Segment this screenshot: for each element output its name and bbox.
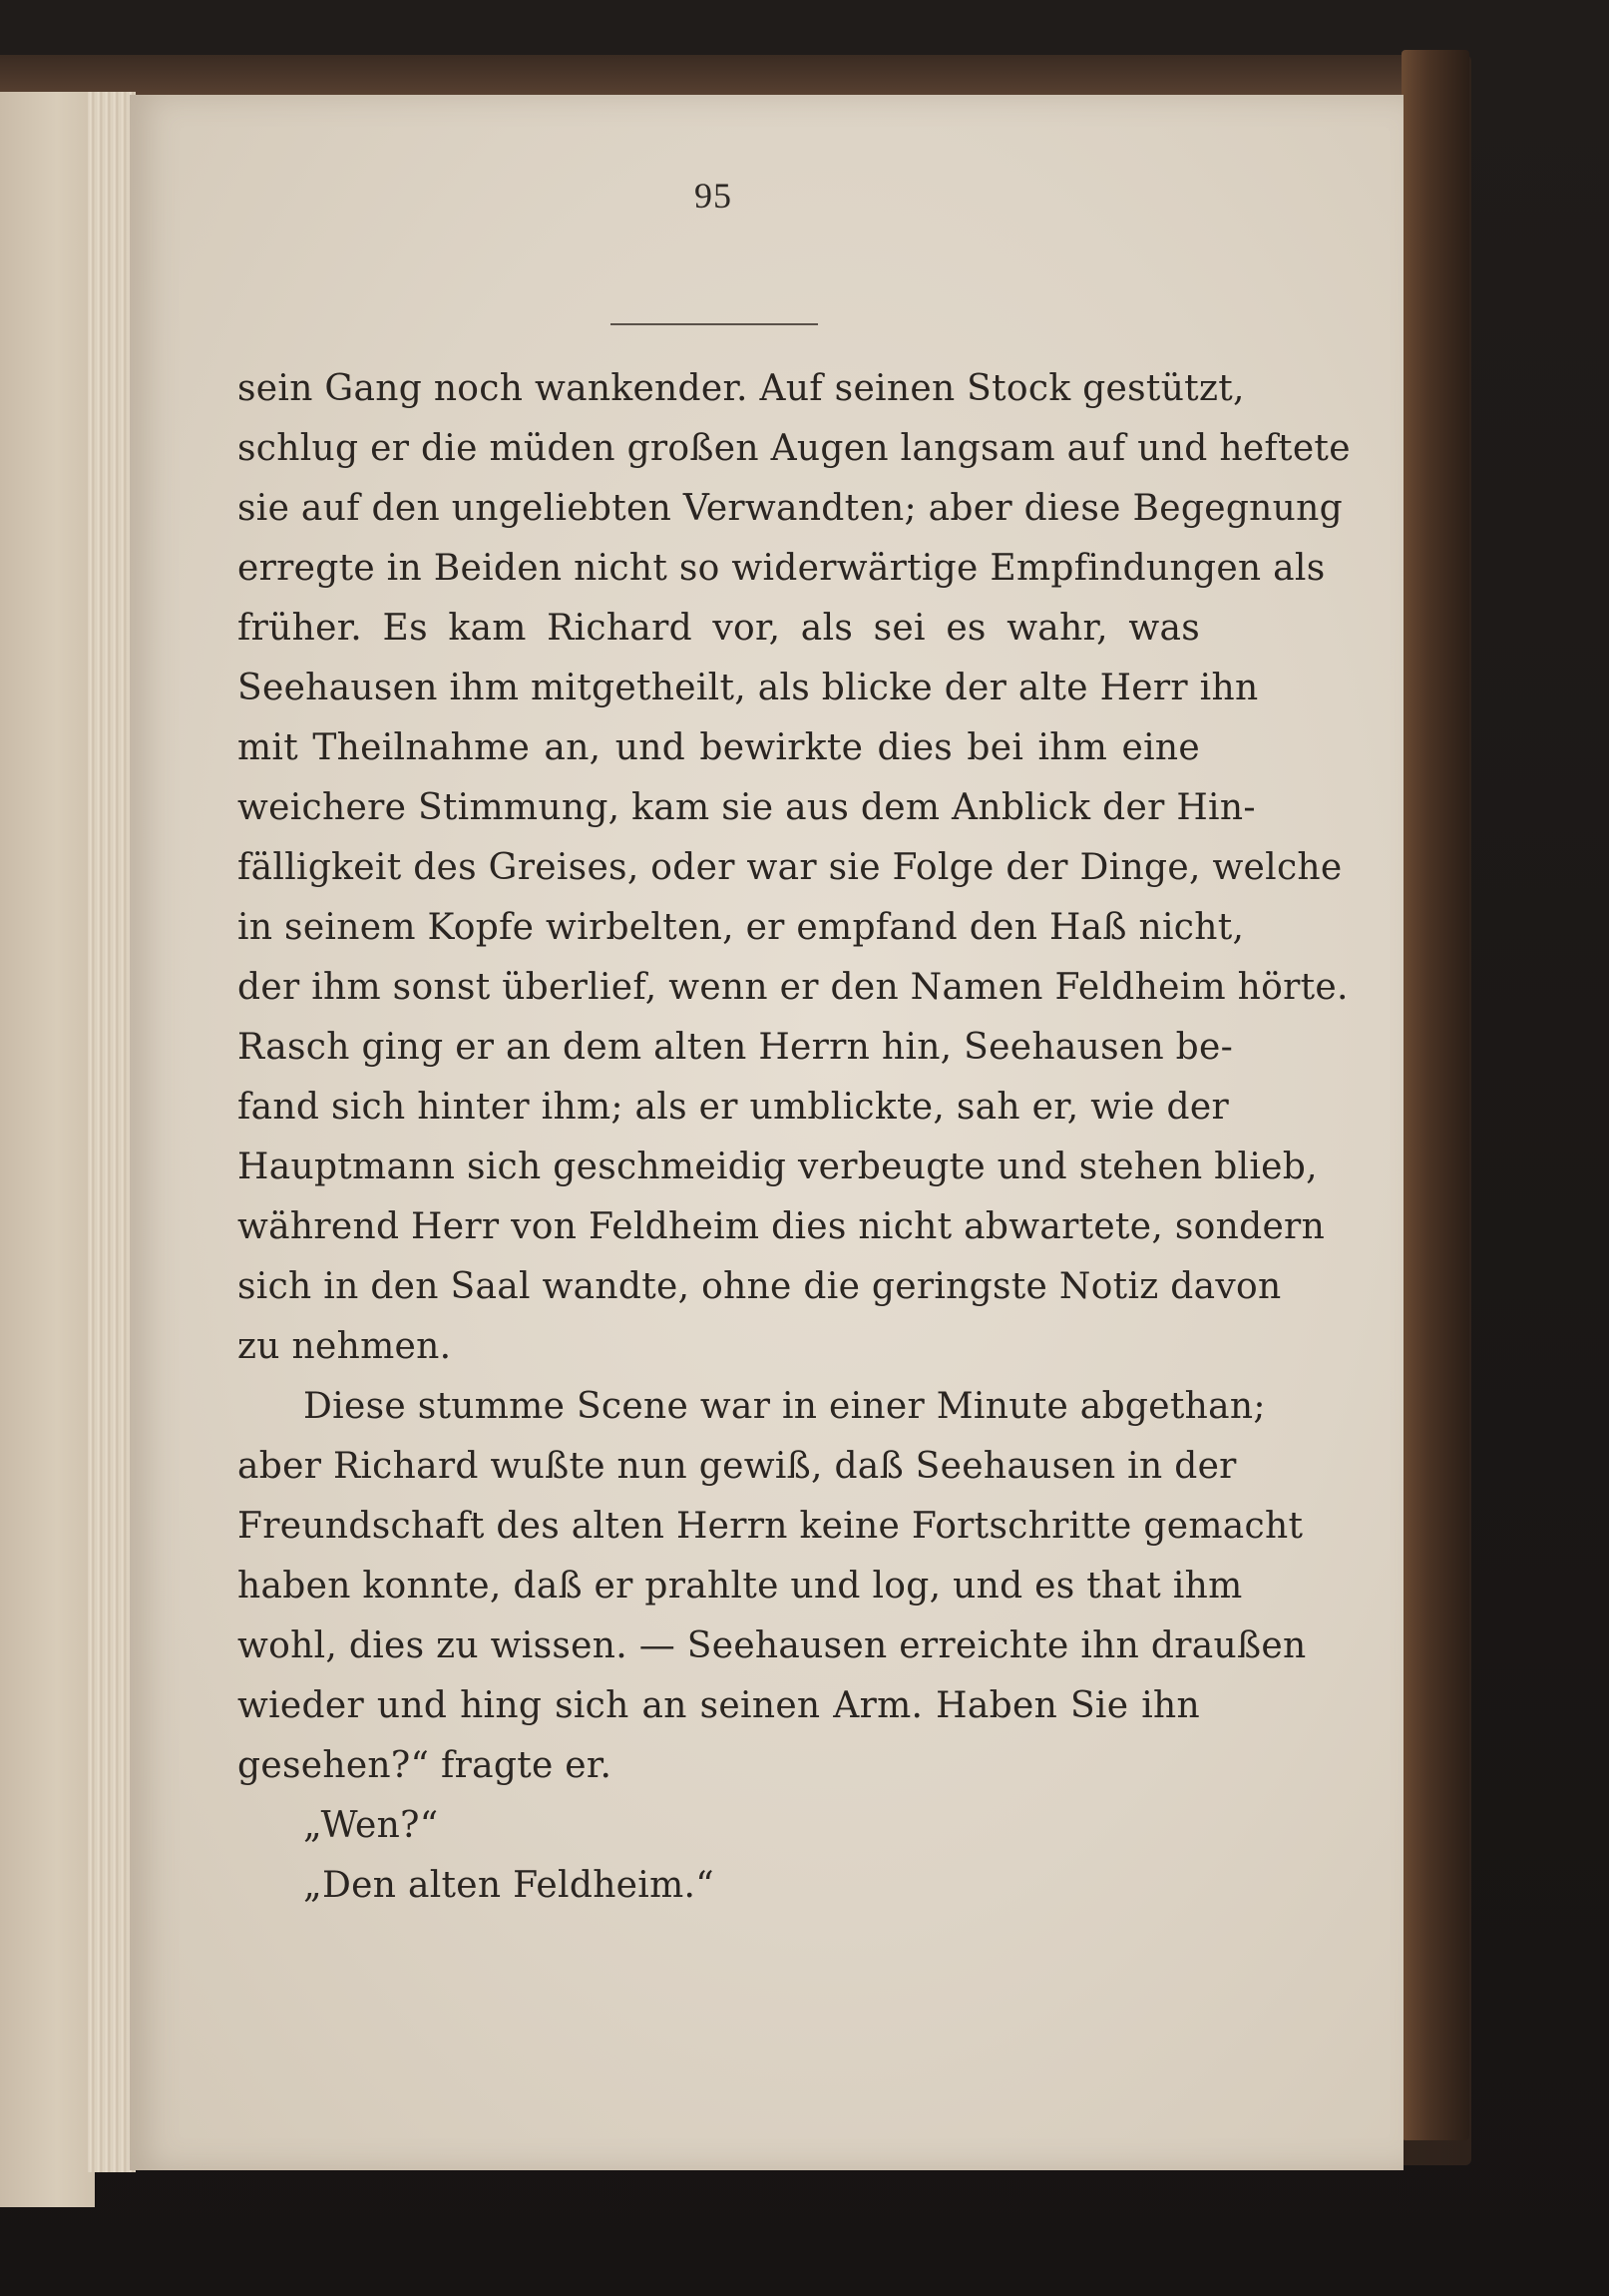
text-line: in seinem Kopfe wirbelten, er empfand den Haß nicht, <box>237 907 1245 948</box>
text-line: aber Richard wußte nun gewiß, daß Seehausen in der <box>237 1446 1237 1487</box>
text-line: mit Theilnahme an, und bewirkte dies bei ihm eine <box>237 727 1200 768</box>
text-line: der ihm sonst überlief, wenn er den Namen Feldheim hörte. <box>237 967 1349 1008</box>
text-line: schlug er die müden großen Augen langsam auf und heftete <box>237 428 1351 469</box>
text-line: wieder und hing sich an seinen Arm. Haben Sie ihn <box>237 1685 1200 1726</box>
text-line: sein Gang noch wankender. Auf seinen Stock gestützt, <box>237 368 1245 409</box>
text-line: sie auf den ungeliebten Verwandten; aber diese Begegnung <box>237 488 1343 529</box>
text-line: haben konnte, daß er prahlte und log, und es that ihm <box>237 1566 1243 1607</box>
text-line: früher. Es kam Richard vor, als sei es wahr, was <box>237 608 1200 649</box>
text-line: fälligkeit des Greises, oder war sie Folge der Dinge, welche <box>237 847 1343 888</box>
text-line: zu nehmen. <box>237 1326 452 1367</box>
text-line: Seehausen ihm mitgetheilt, als blicke der alte Herr ihn <box>237 668 1259 708</box>
book-cover-right-edge <box>1402 50 1469 2140</box>
text-line: fand sich hinter ihm; als er umblickte, sah er, wie der <box>237 1087 1229 1128</box>
text-line: weichere Stimmung, kam sie aus dem Anblick der Hin- <box>237 787 1256 828</box>
facing-page <box>0 92 95 2207</box>
text-line: erregte in Beiden nicht so widerwärtige Empfindungen als <box>237 548 1326 589</box>
text-line: sich in den Saal wandte, ohne die geringste Notiz davon <box>237 1266 1282 1307</box>
text-line: während Herr von Feldheim dies nicht abwartete, sondern <box>237 1206 1326 1247</box>
text-line: „Den alten Feldheim.“ <box>303 1865 714 1906</box>
text-line: „Wen?“ <box>303 1805 439 1846</box>
page-number: 95 <box>694 176 732 216</box>
page-number-rule <box>610 323 818 325</box>
text-line: Diese stumme Scene war in einer Minute abgethan; <box>303 1386 1266 1427</box>
page-gutter <box>88 92 136 2172</box>
text-line: wohl, dies zu wissen. — Seehausen erreichte ihn draußen <box>237 1625 1307 1666</box>
book-cover-top-edge <box>0 55 1436 100</box>
text-line: Hauptmann sich geschmeidig verbeugte und stehen blieb, <box>237 1147 1318 1187</box>
text-line: Freundschaft des alten Herrn keine Fortschritte gemacht <box>237 1506 1304 1547</box>
text-line: gesehen?“ fragte er. <box>237 1745 612 1786</box>
page-text-block <box>237 359 1351 1916</box>
text-line: Rasch ging er an dem alten Herrn hin, Seehausen be- <box>237 1027 1234 1068</box>
